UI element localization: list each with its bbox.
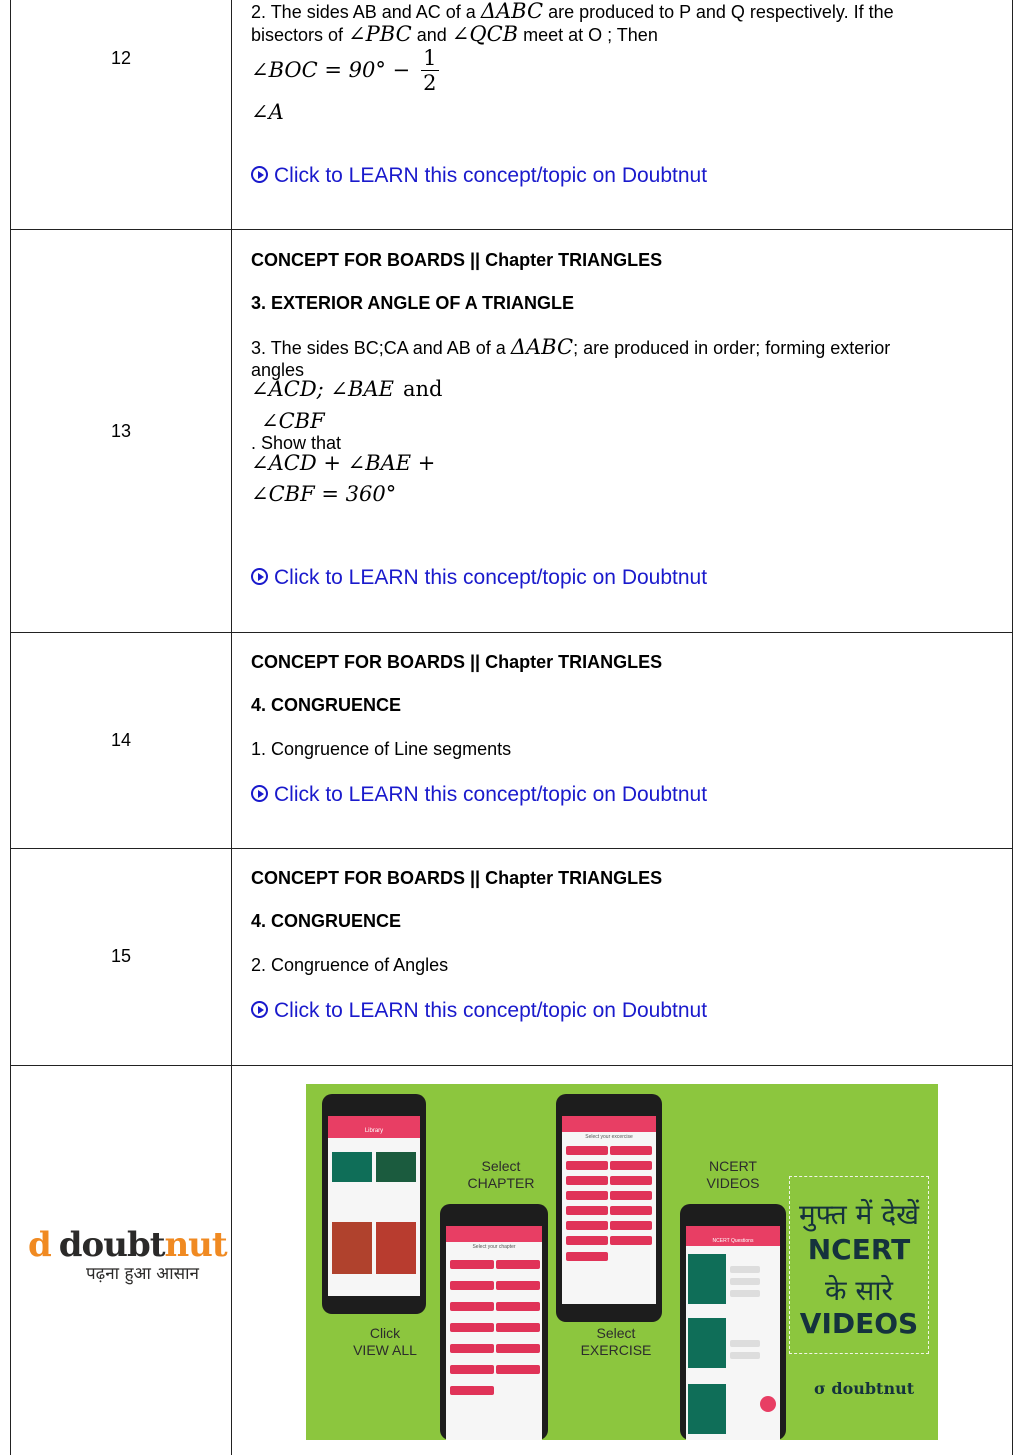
phone-screen <box>446 1226 542 1440</box>
learn-link-text[interactable]: Click to LEARN this concept/topic on Doubtnut <box>274 783 708 806</box>
chapter-pill <box>496 1365 540 1374</box>
chapter-pill <box>496 1323 540 1332</box>
screen-title: Select your excercise <box>585 1134 633 1140</box>
chapter-pill <box>450 1302 494 1311</box>
question-card <box>376 1152 416 1182</box>
phone-screen <box>686 1226 780 1440</box>
play-circle-icon <box>251 785 268 802</box>
play-circle-icon <box>251 568 268 585</box>
play-circle-icon <box>251 1001 268 1018</box>
caption-videos: NCERT VIDEOS <box>706 1158 760 1191</box>
exercise-pill <box>566 1176 608 1185</box>
problem-text-part: meet at O ; Then <box>523 25 658 45</box>
number-cell <box>11 848 232 1065</box>
learn-link[interactable] <box>251 1000 993 1021</box>
tag-chip <box>730 1290 760 1297</box>
video-card <box>688 1254 726 1304</box>
exercise-pill <box>610 1161 652 1170</box>
screen-title: NCERT Questions <box>712 1238 754 1244</box>
document-page <box>10 0 1013 1448</box>
caption-view-all: Click VIEW ALL <box>353 1325 417 1358</box>
exercise-pill <box>566 1206 608 1215</box>
chapter-pill <box>496 1260 540 1269</box>
concept-subheading: 3. EXTERIOR ANGLE OF A TRIANGLE <box>251 293 575 313</box>
equation <box>251 46 993 98</box>
promo-logo: σ doubtnut <box>814 1379 915 1398</box>
phone-mockup <box>556 1094 662 1322</box>
app-header <box>686 1226 780 1246</box>
problem-text-part: . Show that <box>251 433 342 453</box>
promo-hindi-1: मुफ्त में देखें <box>798 1198 920 1231</box>
concept-heading: CONCEPT FOR BOARDS || Chapter TRIANGLES <box>251 250 663 270</box>
math-expression: ∠QCB <box>451 22 519 46</box>
chapter-pill <box>496 1344 540 1353</box>
learn-link-text[interactable]: Click to LEARN this concept/topic on Doubtnut <box>274 566 708 589</box>
promo-hindi-2: के सारे <box>824 1274 894 1307</box>
exercise-pill <box>566 1161 608 1170</box>
screen-title: Select your chapter <box>472 1244 516 1250</box>
fraction <box>421 46 438 95</box>
math-expression: ∠ACD + ∠BAE + <box>251 451 436 475</box>
phone-screen <box>328 1116 420 1296</box>
math-expression: ∠CBF = 360° <box>251 482 397 506</box>
exercise-pill <box>610 1146 652 1155</box>
app-header <box>328 1116 420 1138</box>
math-expression: ∠CBF <box>261 409 325 433</box>
math-expression: ∠ACD; ∠BAE <box>251 377 394 401</box>
number-cell <box>11 632 232 848</box>
chapter-pill <box>450 1386 494 1395</box>
problem-text-part: are produced to P and Q respectively. If the <box>548 2 894 22</box>
learn-link[interactable] <box>251 784 993 805</box>
caption-chapter: Select CHAPTER <box>467 1158 535 1191</box>
app-header <box>446 1226 542 1242</box>
exercise-pill <box>566 1236 608 1245</box>
chapter-pill <box>450 1260 494 1269</box>
exercise-pill <box>566 1252 608 1261</box>
row-number: 13 <box>110 421 132 441</box>
concept-subheading: 4. CONGRUENCE <box>251 911 402 931</box>
logo-wordmark: d doubtnut <box>28 1225 227 1265</box>
caption-exercise: Select EXERCISE <box>580 1325 652 1358</box>
exercise-pill <box>610 1221 652 1230</box>
problem-text-part: bisectors of <box>251 25 344 45</box>
concept-heading: CONCEPT FOR BOARDS || Chapter TRIANGLES <box>251 652 663 672</box>
learn-link-text[interactable]: Click to LEARN this concept/topic on Doubtnut <box>274 164 708 187</box>
learn-link[interactable] <box>251 567 993 588</box>
row-number: 14 <box>110 730 132 750</box>
doubtnut-logo <box>28 1225 228 1284</box>
problem-text-part: angles <box>251 360 305 380</box>
learn-link-text[interactable]: Click to LEARN this concept/topic on Doubtnut <box>274 999 708 1022</box>
tag-chip <box>730 1278 760 1285</box>
problem-text <box>251 337 993 359</box>
math-expression: ΔABC <box>510 335 574 359</box>
exercise-pill <box>610 1206 652 1215</box>
fraction-denominator: 2 <box>423 71 437 95</box>
video-card <box>688 1318 726 1368</box>
problem-text-part: 3. The sides BC;CA and AB of a <box>251 338 506 358</box>
phone-mockup <box>440 1204 548 1440</box>
chapter-pill <box>496 1281 540 1290</box>
tip-card <box>376 1222 416 1274</box>
number-cell <box>11 0 232 229</box>
phone-screen <box>562 1116 656 1304</box>
concept-heading: CONCEPT FOR BOARDS || Chapter TRIANGLES <box>251 868 663 888</box>
promo-box <box>789 1176 929 1354</box>
exercise-pill <box>610 1236 652 1245</box>
chapter-pill <box>450 1365 494 1374</box>
problem-text-part: 2. The sides AB and AC of a <box>251 2 476 22</box>
question-card <box>332 1152 372 1182</box>
tag-chip <box>730 1266 760 1273</box>
problem-text-part: ; are produced in order; forming exterior <box>573 338 891 358</box>
equation-tail: ∠A <box>251 100 284 124</box>
row-number: 12 <box>110 48 132 68</box>
exercise-pill <box>566 1221 608 1230</box>
exercise-pill <box>566 1146 608 1155</box>
exercise-pill <box>566 1191 608 1200</box>
chapter-pill <box>450 1323 494 1332</box>
tip-card <box>332 1222 372 1274</box>
exercise-pill <box>610 1176 652 1185</box>
problem-text <box>251 24 993 46</box>
fraction-numerator: 1 <box>423 46 437 70</box>
logo-tagline: पढ़ना हुआ आसान <box>86 1264 199 1284</box>
play-circle-icon <box>251 166 268 183</box>
topic-text: 2. Congruence of Angles <box>251 955 449 975</box>
chapter-pill <box>450 1344 494 1353</box>
video-card <box>688 1384 726 1434</box>
chapter-pill <box>450 1281 494 1290</box>
row-number: 15 <box>110 946 132 966</box>
math-expression: ΔABC <box>480 0 544 23</box>
promo-en-1: NCERT <box>807 1233 911 1266</box>
chapter-pill <box>496 1302 540 1311</box>
learn-link[interactable] <box>251 165 993 186</box>
promo-en-2: VIDEOS <box>799 1307 919 1340</box>
app-promo-banner[interactable] <box>306 1084 938 1440</box>
table-row <box>10 632 1013 849</box>
app-header <box>562 1116 656 1132</box>
screen-title: Library <box>364 1128 384 1134</box>
math-line <box>251 379 993 401</box>
math-expression: ∠PBC <box>348 22 412 46</box>
topic-text: 1. Congruence of Line segments <box>251 739 512 759</box>
problem-text-part: and <box>416 25 447 45</box>
concept-subheading: 4. CONGRUENCE <box>251 695 402 715</box>
exercise-pill <box>610 1191 652 1200</box>
number-cell <box>11 229 232 632</box>
table-row <box>10 848 1013 1066</box>
table-row <box>10 229 1013 633</box>
phone-mockup <box>322 1094 426 1314</box>
problem-text <box>251 1 993 23</box>
phone-mockup <box>680 1204 786 1440</box>
equation-lhs: ∠BOC = 90° − <box>251 58 411 82</box>
fab-icon <box>760 1396 776 1412</box>
table-row <box>10 0 1013 230</box>
tag-chip <box>730 1340 760 1347</box>
math-expression: and <box>402 377 443 401</box>
tag-chip <box>730 1352 760 1359</box>
